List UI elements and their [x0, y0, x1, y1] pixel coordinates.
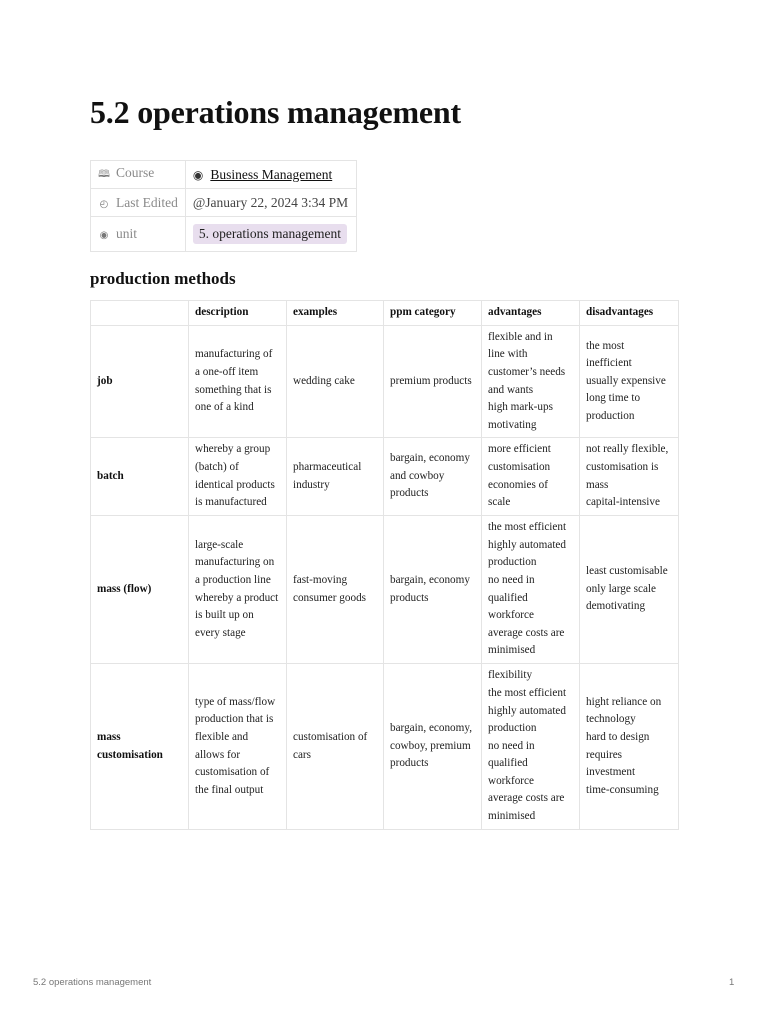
cell-advantages [482, 516, 580, 664]
cell-line: economies of [488, 478, 548, 491]
cell-line: customisation [97, 748, 163, 761]
cell-line: workforce [488, 609, 534, 622]
cell-line: industry [293, 478, 330, 491]
cell-line: manufacturing on [195, 556, 275, 569]
cell-line: production that is [195, 713, 274, 726]
cell-line: products [390, 757, 429, 770]
cell-line: premium products [390, 374, 472, 387]
cell-line: highly automated [488, 538, 566, 551]
cell-line: flexible and [195, 730, 249, 743]
cell-ppm [384, 438, 482, 516]
cell-line: customisation of [195, 766, 270, 779]
cell-line: type of mass/flow [195, 695, 276, 708]
table-row [91, 438, 679, 516]
cell-line: usually expensive [586, 374, 666, 387]
properties-table [90, 160, 357, 252]
cell-advantages [482, 438, 580, 516]
header-cell-empty [91, 301, 189, 326]
cell-description [189, 664, 287, 830]
cell-line: no need in [488, 739, 535, 752]
cell-line: and cowboy [390, 469, 445, 482]
table-row [91, 516, 679, 664]
cell-line: products [390, 487, 429, 500]
table-header-row [91, 301, 679, 326]
cell-line: production [488, 722, 537, 735]
page-number: 1 [729, 977, 735, 988]
cell-line: no need in [488, 573, 535, 586]
cell-line: one of a kind [195, 401, 254, 414]
cell-ppm [384, 516, 482, 664]
cell-line: a one-off item [195, 365, 259, 378]
property-value: @January 22, 2024 3:34 PM [185, 189, 356, 217]
cell-line: the final output [195, 783, 264, 796]
property-last-edited [91, 189, 357, 217]
course-link[interactable]: Business Management [210, 166, 333, 182]
eye-icon: ◉ [192, 167, 204, 182]
cell-line: consumer goods [293, 591, 367, 604]
cell-line: hight reliance on [586, 695, 662, 708]
cell-line: wedding cake [293, 374, 355, 387]
property-unit [91, 217, 357, 252]
cell-disadvantages [580, 438, 679, 516]
table-row [91, 326, 679, 438]
cell-line: requires [586, 748, 623, 761]
cell-line: fast-moving [293, 573, 348, 586]
cell-examples [287, 438, 384, 516]
cell-line: inefficient [586, 357, 632, 370]
cell-disadvantages [580, 516, 679, 664]
cell-line: flexible and in [488, 330, 553, 343]
cell-line: least customisable [586, 565, 668, 578]
cell-line: average costs are [488, 626, 565, 639]
select-circle-icon: ◉ [99, 230, 109, 241]
property-key [91, 189, 186, 217]
cell-line: cars [293, 748, 312, 761]
cell-line: highly automated [488, 704, 566, 717]
cell-line: hard to design [586, 730, 650, 743]
cell-line: customer’s needs [488, 365, 566, 378]
cell-line: mass (flow) [97, 582, 152, 595]
cell-line: capital-intensive [586, 496, 660, 509]
cell-line: whereby a group [195, 443, 271, 456]
cell-line: mass [586, 478, 609, 491]
header-cell-examples: examples [287, 301, 384, 326]
cell-line: every stage [195, 626, 246, 639]
cell-line: products [390, 591, 429, 604]
cell-line: qualified [488, 591, 528, 604]
cell-line: bargain, economy [390, 452, 470, 465]
cell-line: minimised [488, 810, 536, 823]
cell-line: mass [97, 730, 121, 743]
cell-line: bargain, economy [390, 573, 470, 586]
cell-line: manufacturing of [195, 348, 273, 361]
cell-line: cowboy, premium [390, 739, 471, 752]
header-cell-advantages: advantages [482, 301, 580, 326]
cell-line: customisation [488, 460, 551, 473]
property-label: Last Edited [116, 194, 178, 210]
section-heading: production methods [90, 269, 236, 288]
cell-examples [287, 516, 384, 664]
cell-name [91, 664, 189, 830]
cell-line: qualified [488, 757, 528, 770]
header-cell-ppm-category: ppm category [384, 301, 482, 326]
property-value [185, 217, 356, 252]
cell-line: customisation is [586, 460, 659, 473]
cell-line: long time to [586, 392, 641, 405]
cell-line: a production line [195, 573, 271, 586]
cell-description [189, 438, 287, 516]
cell-name [91, 516, 189, 664]
cell-line: line with [488, 348, 528, 361]
production-methods-table [90, 300, 679, 830]
cell-name [91, 438, 189, 516]
cell-name [91, 326, 189, 438]
cell-line: something that is [195, 383, 272, 396]
page-title: 5.2 operations management [90, 94, 461, 130]
cell-line: the most efficient [488, 686, 567, 699]
cell-line: production [586, 409, 635, 422]
header-cell-description: description [189, 301, 287, 326]
cell-line: workforce [488, 774, 534, 787]
cell-line: minimised [488, 644, 536, 657]
footer-title: 5.2 operations management [33, 977, 152, 988]
property-key [91, 161, 186, 189]
cell-description [189, 516, 287, 664]
cell-line: customisation of [293, 730, 368, 743]
cell-line: demotivating [586, 600, 646, 613]
cell-line: high mark-ups [488, 401, 553, 414]
property-value [185, 161, 356, 189]
property-key [91, 217, 186, 252]
cell-line: flexibility [488, 669, 533, 682]
cell-line: only large scale [586, 582, 656, 595]
cell-line: production [488, 556, 537, 569]
property-label: unit [116, 226, 138, 241]
cell-advantages [482, 326, 580, 438]
cell-line: not really flexible, [586, 443, 669, 456]
cell-line: whereby a product [195, 591, 279, 604]
book-icon: 🕮 [98, 169, 110, 180]
cell-description [189, 326, 287, 438]
cell-line: the most [586, 339, 625, 352]
cell-line: is manufactured [195, 496, 267, 509]
cell-line: bargain, economy, [390, 722, 473, 735]
cell-ppm [384, 326, 482, 438]
cell-line: investment [586, 766, 636, 779]
unit-tag[interactable]: 5. operations management [193, 224, 347, 244]
property-course [91, 161, 357, 189]
clock-icon: ◴ [99, 198, 109, 210]
cell-line: more efficient [488, 443, 551, 456]
cell-line: time-consuming [586, 783, 659, 796]
cell-line: job [97, 374, 113, 387]
property-label: Course [116, 165, 155, 180]
header-cell-disadvantages: disadvantages [580, 301, 679, 326]
cell-line: allows for [195, 748, 241, 761]
cell-line: identical products [195, 478, 275, 491]
cell-line: (batch) of [195, 460, 239, 473]
cell-line: pharmaceutical [293, 460, 362, 473]
cell-line: average costs are [488, 792, 565, 805]
cell-line: the most efficient [488, 521, 567, 534]
cell-examples [287, 326, 384, 438]
cell-advantages [482, 664, 580, 830]
cell-examples [287, 664, 384, 830]
cell-line: technology [586, 713, 636, 726]
cell-line: large-scale [195, 538, 244, 551]
cell-line: batch [97, 469, 124, 482]
cell-line: is built up on [195, 609, 254, 622]
table-row [91, 664, 679, 830]
cell-line: motivating [488, 418, 537, 431]
cell-line: scale [488, 496, 511, 509]
cell-ppm [384, 664, 482, 830]
cell-disadvantages [580, 326, 679, 438]
cell-disadvantages [580, 664, 679, 830]
cell-line: and wants [488, 383, 534, 396]
